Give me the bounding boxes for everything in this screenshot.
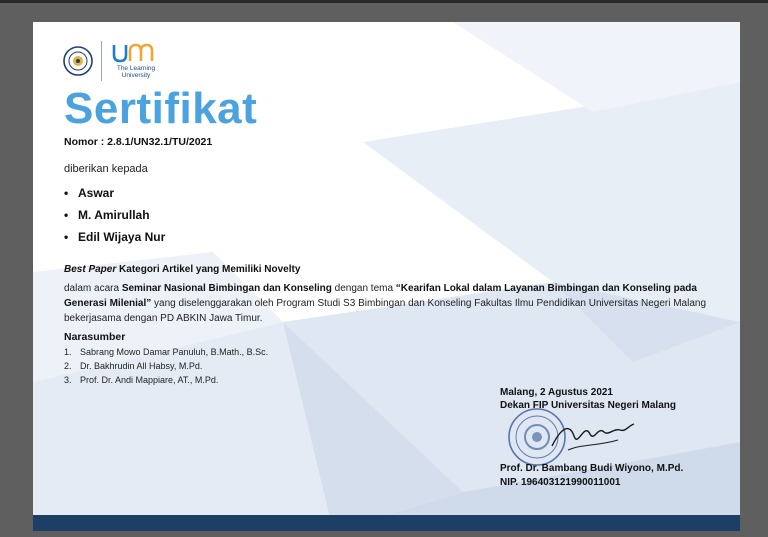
recipient-name: Edil Wijaya Nur: [78, 230, 166, 244]
narasumber-name: Prof. Dr. Andi Mappiare, AT., M.Pd.: [80, 375, 219, 385]
narasumber-number: 3.: [64, 375, 72, 385]
um-logo-icon: [110, 41, 160, 65]
recipient-item: • M. Amirullah: [64, 208, 150, 222]
category-rest: Kategori Artikel yang Memiliki Novelty: [119, 264, 301, 275]
um-logo-text: [110, 65, 162, 79]
narasumber-item: [64, 359, 268, 373]
category-italic: Best Paper: [64, 264, 117, 275]
certificate-title: Sertifikat: [64, 84, 258, 133]
narasumber-title: Narasumber: [64, 331, 126, 343]
nomor-label: Nomor :: [64, 136, 105, 148]
um-logo-text-line1: The Learning: [116, 65, 156, 72]
certificate-number: [64, 136, 212, 148]
logo-group: [63, 40, 170, 82]
recipient-list: [64, 182, 165, 248]
narasumber-item: [64, 373, 268, 387]
given-to-label: diberikan kepada: [64, 163, 148, 175]
certificate-sheet: [33, 22, 740, 531]
sign-position: Dekan FIP Universitas Negeri Malang: [500, 400, 676, 411]
event-name: Seminar Nasional Bimbingan dan Konseling: [121, 283, 332, 294]
signature-icon: [548, 416, 638, 456]
recipient-name: Aswar: [78, 186, 115, 200]
narasumber-name: Dr. Bakhrudin All Habsy, M.Pd.: [80, 361, 203, 371]
narasumber-item: [64, 345, 268, 359]
body-part: dalam acara: [64, 283, 122, 294]
sign-place-date: Malang, 2 Agustus 2021: [500, 387, 613, 398]
um-seal-icon: [63, 46, 93, 76]
nomor-value: 2.8.1/UN32.1/TU/2021: [107, 136, 213, 148]
recipient-item: • Aswar: [64, 186, 115, 200]
event-theme: “Kearifan Lokal dalam Layanan Bimbingan dan Konseling pada Generasi Milenial”: [64, 283, 697, 309]
bottom-bar: [33, 515, 740, 531]
narasumber-number: 1.: [64, 347, 72, 357]
body-part: dengan tema: [331, 283, 396, 294]
viewer-top-border: [0, 0, 768, 3]
signer-name: Prof. Dr. Bambang Budi Wiyono, M.Pd.: [500, 463, 684, 474]
award-category: [64, 264, 300, 275]
um-logo: [101, 41, 170, 81]
signer-block: [500, 462, 683, 490]
narasumber-list: [64, 345, 268, 387]
signer-nip: NIP. 196403121990011001: [500, 477, 621, 488]
narasumber-name: Sabrang Mowo Damar Panuluh, B.Math., B.Sc.: [80, 347, 269, 357]
certificate-body: [64, 281, 714, 326]
um-logo-text-line2: University: [121, 72, 151, 79]
recipient-name: M. Amirullah: [78, 208, 150, 222]
recipient-item: • Edil Wijaya Nur: [64, 230, 166, 244]
narasumber-number: 2.: [64, 361, 72, 371]
body-part: yang diselenggarakan oleh Program Studi S3 Bimbingan dan Konseling Fakultas Ilmu Pendidikan Universitas Negeri Malang bekerjasama dengan PD ABKIN Jawa Timur.: [64, 298, 707, 324]
